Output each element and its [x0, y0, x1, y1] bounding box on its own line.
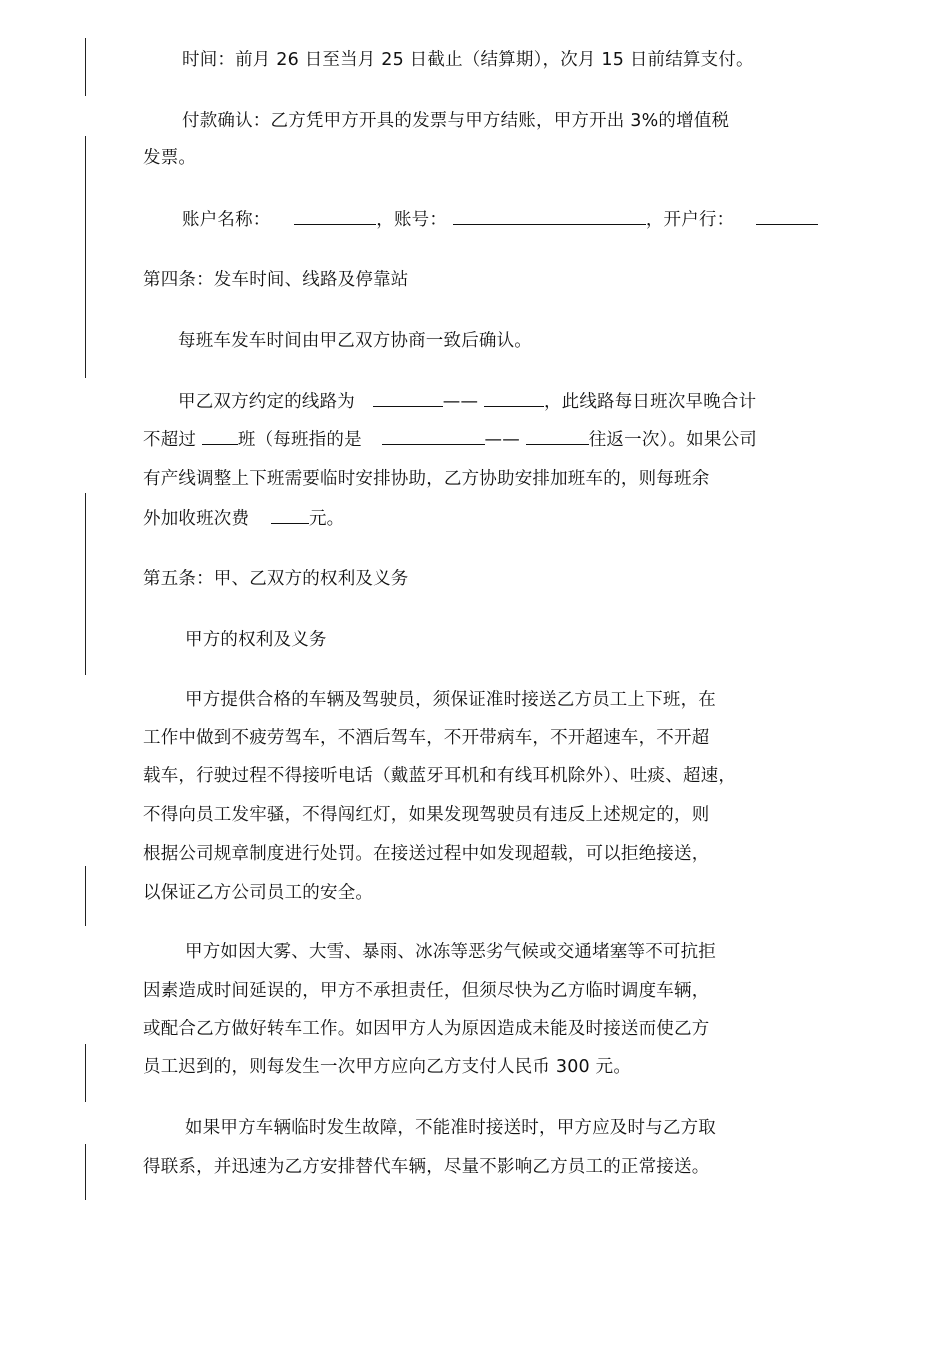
force-majeure-text: 甲方如因大雾、大雪、暴雨、冰冻等恶劣气候或交通堵塞等不可抗拒 — [185, 942, 716, 962]
route-label: 甲乙双方约定的线路为 — [178, 392, 355, 412]
trips-definition: 班（每班指的是 — [237, 430, 362, 450]
force-majeure-text: 员工迟到的，则每发生一次甲方应向乙方支付人民币 300 元。 — [143, 1057, 632, 1077]
party-a-duty-text: 甲方提供合格的车辆及驾驶员，须保证准时接送乙方员工上下班，在 — [185, 690, 716, 710]
trips-tail: 往返一次）。如果公司 — [588, 430, 757, 450]
margin-bar — [85, 136, 86, 378]
article-4-heading: 第四条：发车时间、线路及停靠站 — [143, 270, 409, 290]
account-name-label: 账户名称： — [182, 210, 271, 230]
account-number-label: ，账号： — [376, 210, 448, 230]
trips-count-blank — [202, 428, 238, 445]
party-a-rights-heading: 甲方的权利及义务 — [185, 630, 327, 650]
account-name-blank — [294, 208, 376, 225]
margin-bar — [85, 1144, 86, 1200]
margin-bar — [85, 38, 86, 96]
overtime-fee-unit: 元。 — [308, 509, 345, 529]
payment-confirmation-text-cont: 发票。 — [143, 148, 197, 168]
route-dash: —— — [442, 392, 479, 412]
trip-end-blank — [526, 428, 589, 445]
article-5-heading: 第五条：甲、乙双方的权利及义务 — [143, 569, 409, 589]
party-a-duty-text: 工作中做到不疲劳驾车，不酒后驾车，不开带病车，不开超速车，不开超 — [143, 728, 710, 748]
route-end-blank — [484, 390, 544, 407]
party-a-duty-text: 以保证乙方公司员工的安全。 — [143, 883, 374, 903]
trip-start-blank — [382, 428, 485, 445]
account-info-line — [182, 208, 818, 232]
party-a-duty-text: 载车，行驶过程不得接听电话（戴蓝牙耳机和有线耳机除外）、吐痰、超速， — [143, 766, 737, 786]
margin-bar — [85, 493, 86, 675]
departure-time-text: 每班车发车时间由甲乙双方协商一致后确认。 — [178, 331, 532, 351]
breakdown-text: 如果甲方车辆临时发生故障，不能准时接送时，甲方应及时与乙方取 — [185, 1118, 716, 1138]
party-a-duty-text: 不得向员工发牢骚，不得闯红灯，如果发现驾驶员有违反上述规定的，则 — [143, 805, 710, 825]
trips-line — [143, 428, 757, 452]
overtime-fee-blank — [271, 507, 309, 524]
trip-dash: —— — [484, 430, 520, 450]
bank-label: ，开户行： — [645, 210, 735, 230]
overtime-fee-line — [143, 507, 344, 531]
payment-confirmation-text: 付款确认：乙方凭甲方开具的发票与甲方结账，甲方开出 3%的增值税 — [182, 111, 730, 131]
margin-bar — [85, 866, 86, 926]
account-number-blank — [453, 208, 646, 225]
overtime-fee-label: 外加收班次费 — [143, 509, 250, 529]
trips-label: 不超过 — [143, 430, 197, 450]
route-start-blank — [373, 390, 443, 407]
route-line — [178, 390, 756, 414]
breakdown-text: 得联系，并迅速为乙方安排替代车辆，尽量不影响乙方员工的正常接送。 — [143, 1157, 710, 1177]
overtime-text: 有产线调整上下班需要临时安排协助，乙方协助安排加班车的，则每班余 — [143, 469, 710, 489]
force-majeure-text: 因素造成时间延误的，甲方不承担责任，但须尽快为乙方临时调度车辆， — [143, 981, 710, 1001]
route-tail: ，此线路每日班次早晚合计 — [543, 392, 757, 412]
bank-blank — [756, 208, 818, 225]
settlement-period-text: 时间：前月 26 日至当月 25 日截止（结算期），次月 15 日前结算支付。 — [182, 50, 754, 70]
margin-bar — [85, 1044, 86, 1102]
force-majeure-text: 或配合乙方做好转车工作。如因甲方人为原因造成未能及时接送而使乙方 — [143, 1019, 710, 1039]
party-a-duty-text: 根据公司规章制度进行处罚。在接送过程中如发现超载，可以拒绝接送， — [143, 844, 710, 864]
